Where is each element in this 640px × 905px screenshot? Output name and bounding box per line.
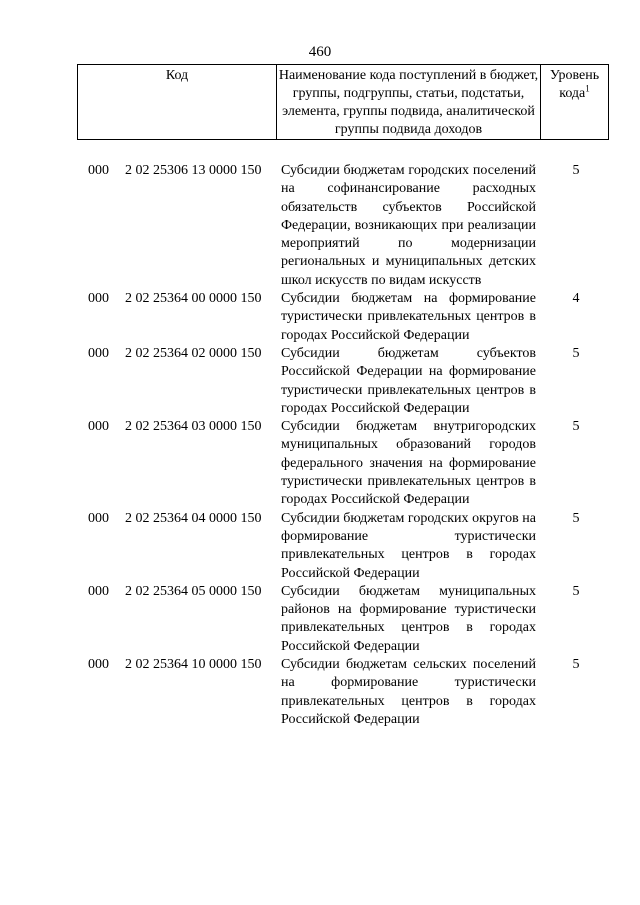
header-level-footnote: 1 (585, 83, 590, 94)
table-row (0, 583, 640, 656)
header-level (540, 65, 608, 139)
row-code: 2 02 25364 05 0000 150 (125, 583, 262, 599)
row-code: 2 02 25364 03 0000 150 (125, 419, 262, 435)
table-body (0, 162, 640, 729)
row-level: 5 (572, 583, 580, 599)
header-level-label: Уровень кода (549, 68, 600, 101)
row-level: 5 (572, 345, 580, 361)
row-name: Субсидии бюджетам внутригородских муниципальных образований городов федерального значения на формирование туристически привлекательных центров в городах Российской Федерации (281, 419, 536, 508)
table-row (0, 162, 640, 290)
row-name: Субсидии бюджетам на формирование туристически привлекательных центров в городах Российской Федерации (281, 291, 536, 343)
row-code: 2 02 25306 13 0000 150 (125, 163, 262, 178)
row-level: 5 (572, 163, 580, 178)
row-prefix: 000 (88, 291, 109, 307)
header-name: Наименование кода поступлений в бюджет, группы, подгруппы, статьи, подстатьи, элемента, группы подвида, аналитической группы подвида доходов (276, 65, 540, 139)
row-prefix: 000 (88, 419, 109, 435)
table-row (0, 418, 640, 509)
row-prefix: 000 (88, 657, 109, 673)
table-row (0, 510, 640, 583)
row-prefix: 000 (88, 583, 109, 599)
row-prefix: 000 (88, 510, 109, 526)
row-code: 2 02 25364 04 0000 150 (125, 510, 262, 526)
row-level: 5 (572, 510, 580, 526)
header-code: Код (165, 68, 189, 83)
row-level: 5 (572, 419, 580, 435)
row-name: Субсидии бюджетам городских поселений на софинансирование расходных обязательств субъектов Российской Федерации, возникающих при реализации мероприятий по модернизации региональных и муниципальных детских школ искусств по видам искусств (281, 163, 536, 288)
row-code: 2 02 25364 10 0000 150 (125, 657, 262, 673)
row-name: Субсидии бюджетам сельских поселений на формирование туристически привлекательных центров в городах Российской Федерации (281, 657, 536, 727)
table-row (0, 345, 640, 418)
row-code: 2 02 25364 00 0000 150 (125, 291, 262, 307)
row-name: Субсидии бюджетам субъектов Российской Федерации на формирование туристически привлекательных центров в городах Российской Федерации (281, 345, 536, 416)
row-prefix: 000 (88, 163, 109, 178)
table-row (0, 290, 640, 345)
row-name: Субсидии бюджетам муниципальных районов на формирование туристически привлекательных центров в городах Российской Федерации (281, 583, 536, 654)
row-prefix: 000 (88, 345, 109, 361)
table-row (0, 656, 640, 729)
row-name: Субсидии бюджетам городских округов на формирование туристически привлекательных центров в городах Российской Федерации (281, 510, 536, 581)
row-level: 4 (572, 291, 580, 307)
row-level: 5 (572, 657, 580, 673)
page-number: 460 (308, 44, 332, 60)
table-header (77, 64, 609, 140)
row-code: 2 02 25364 02 0000 150 (125, 345, 262, 361)
